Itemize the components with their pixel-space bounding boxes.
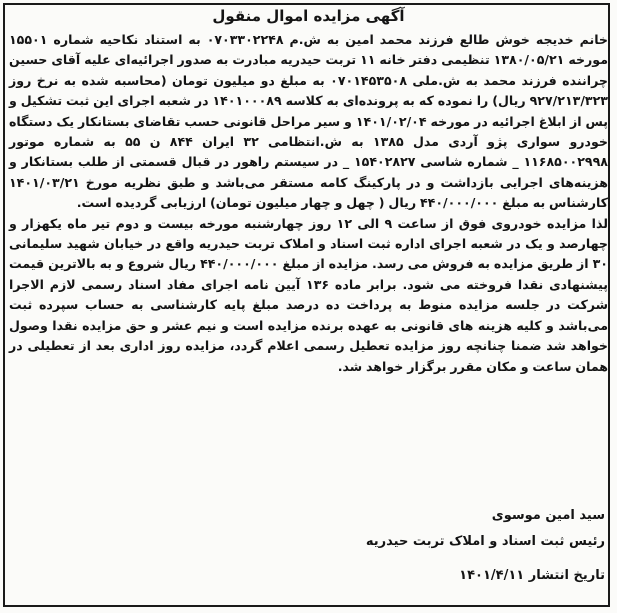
notice-paragraph-2: لذا مزایده خودروی فوق از ساعت ۹ الی ۱۲ روز چهارشنبه مورخه بیست و دوم تیر ماه یکهزار و چهارصد و یک در شعبه اجرای اداره ثبت اسناد و املاک تربت حیدریه واقع در خیابان شهید سلیمانی ۳۰ از طریق مزایده به فروش می رسد. مزایده از مبلغ ۴۴۰/۰۰۰/۰۰۰ ریال شروع و به بالاترین قیمت پیشنهادی نقدا فروخته می شود. برابر ماده ۱۳۶ آیین نامه اجرای مفاد اسناد رسمی لازم الاجرا شرکت در جلسه مزایده منوط به پرداخت ده درصد مبلغ پایه کارشناسی به حساب سپرده ثبت می‌باشد و کلیه هزینه های قانونی به عهده برنده مزایده است و نیم عشر و حق مزایده نقدا وصول خواهد شد ضمنا چنانچه روز مزایده تعطیل رسمی اعلام گردد، مزایده روز اداری بعد از تعطیلی در همان ساعت و مکان مقرر برگزار خواهد شد. bbox=[9, 215, 608, 374]
signature-title: رئیس ثبت اسناد و املاک تربت حیدریه bbox=[365, 534, 605, 549]
publish-date: تاریخ انتشار ۱۴۰۱/۴/۱۱ bbox=[459, 568, 605, 583]
notice-title: آگهی مزایده اموال منقول bbox=[212, 7, 405, 25]
signature-name: سید امین موسوی bbox=[491, 508, 605, 523]
notice-paragraph-1: خانم خدیجه خوش طالع فرزند محمد امین به ش.م ۰۷۰۳۳۰۲۲۴۸ به استناد نکاحیه شماره ۱۵۵۰۱ مورخه ۱۳۸۰/۰۵/۲۱ تنظیمی دفتر خانه ۱۱ تربت حیدریه مبادرت به صدور اجرائیه‌ای علیه آقای حسین چراننده فرزند محمد به ش.ملی ۰۷۰۱۴۵۳۵۰۸ به مبلغ دو میلیون تومان (محاسبه شده به نرخ روز ۹۲۷/۲۱۳/۳۲۳ ریال) را نموده که به پرونده‌ای به کلاسه ۱۴۰۱۰۰۰۸۹ در شعبه اجرای این ثبت تشکیل و پس از ابلاغ اجرائیه در مورخه ۱۴۰۱/۰۲/۰۴ و سیر مراحل قانونی حسب تقاضای بستانکار یک دستگاه خودرو سواری پژو آردی مدل ۱۳۸۵ به ش.انتظامی ۳۲ ایران ۸۴۴ ن ۵۵ به شماره موتور ۱۱۶۸۵۰۰۲۹۹۸ _ شماره شاسی ۱۵۴۰۲۸۲۷ _ در سیستم راهور در قبال قسمتی از طلب بستانکار و هزینه‌های اجرایی بازداشت و در پارکینگ کامه مستقر می‌باشد و طبق نظریه مورخ ۱۴۰۱/۰۳/۲۱ کارشناس به مبلغ ۴۴۰/۰۰۰/۰۰۰ ریال ( چهل و چهار میلیون تومان) ارزیابی گردیده است. bbox=[9, 32, 608, 211]
notice-body bbox=[9, 30, 608, 377]
